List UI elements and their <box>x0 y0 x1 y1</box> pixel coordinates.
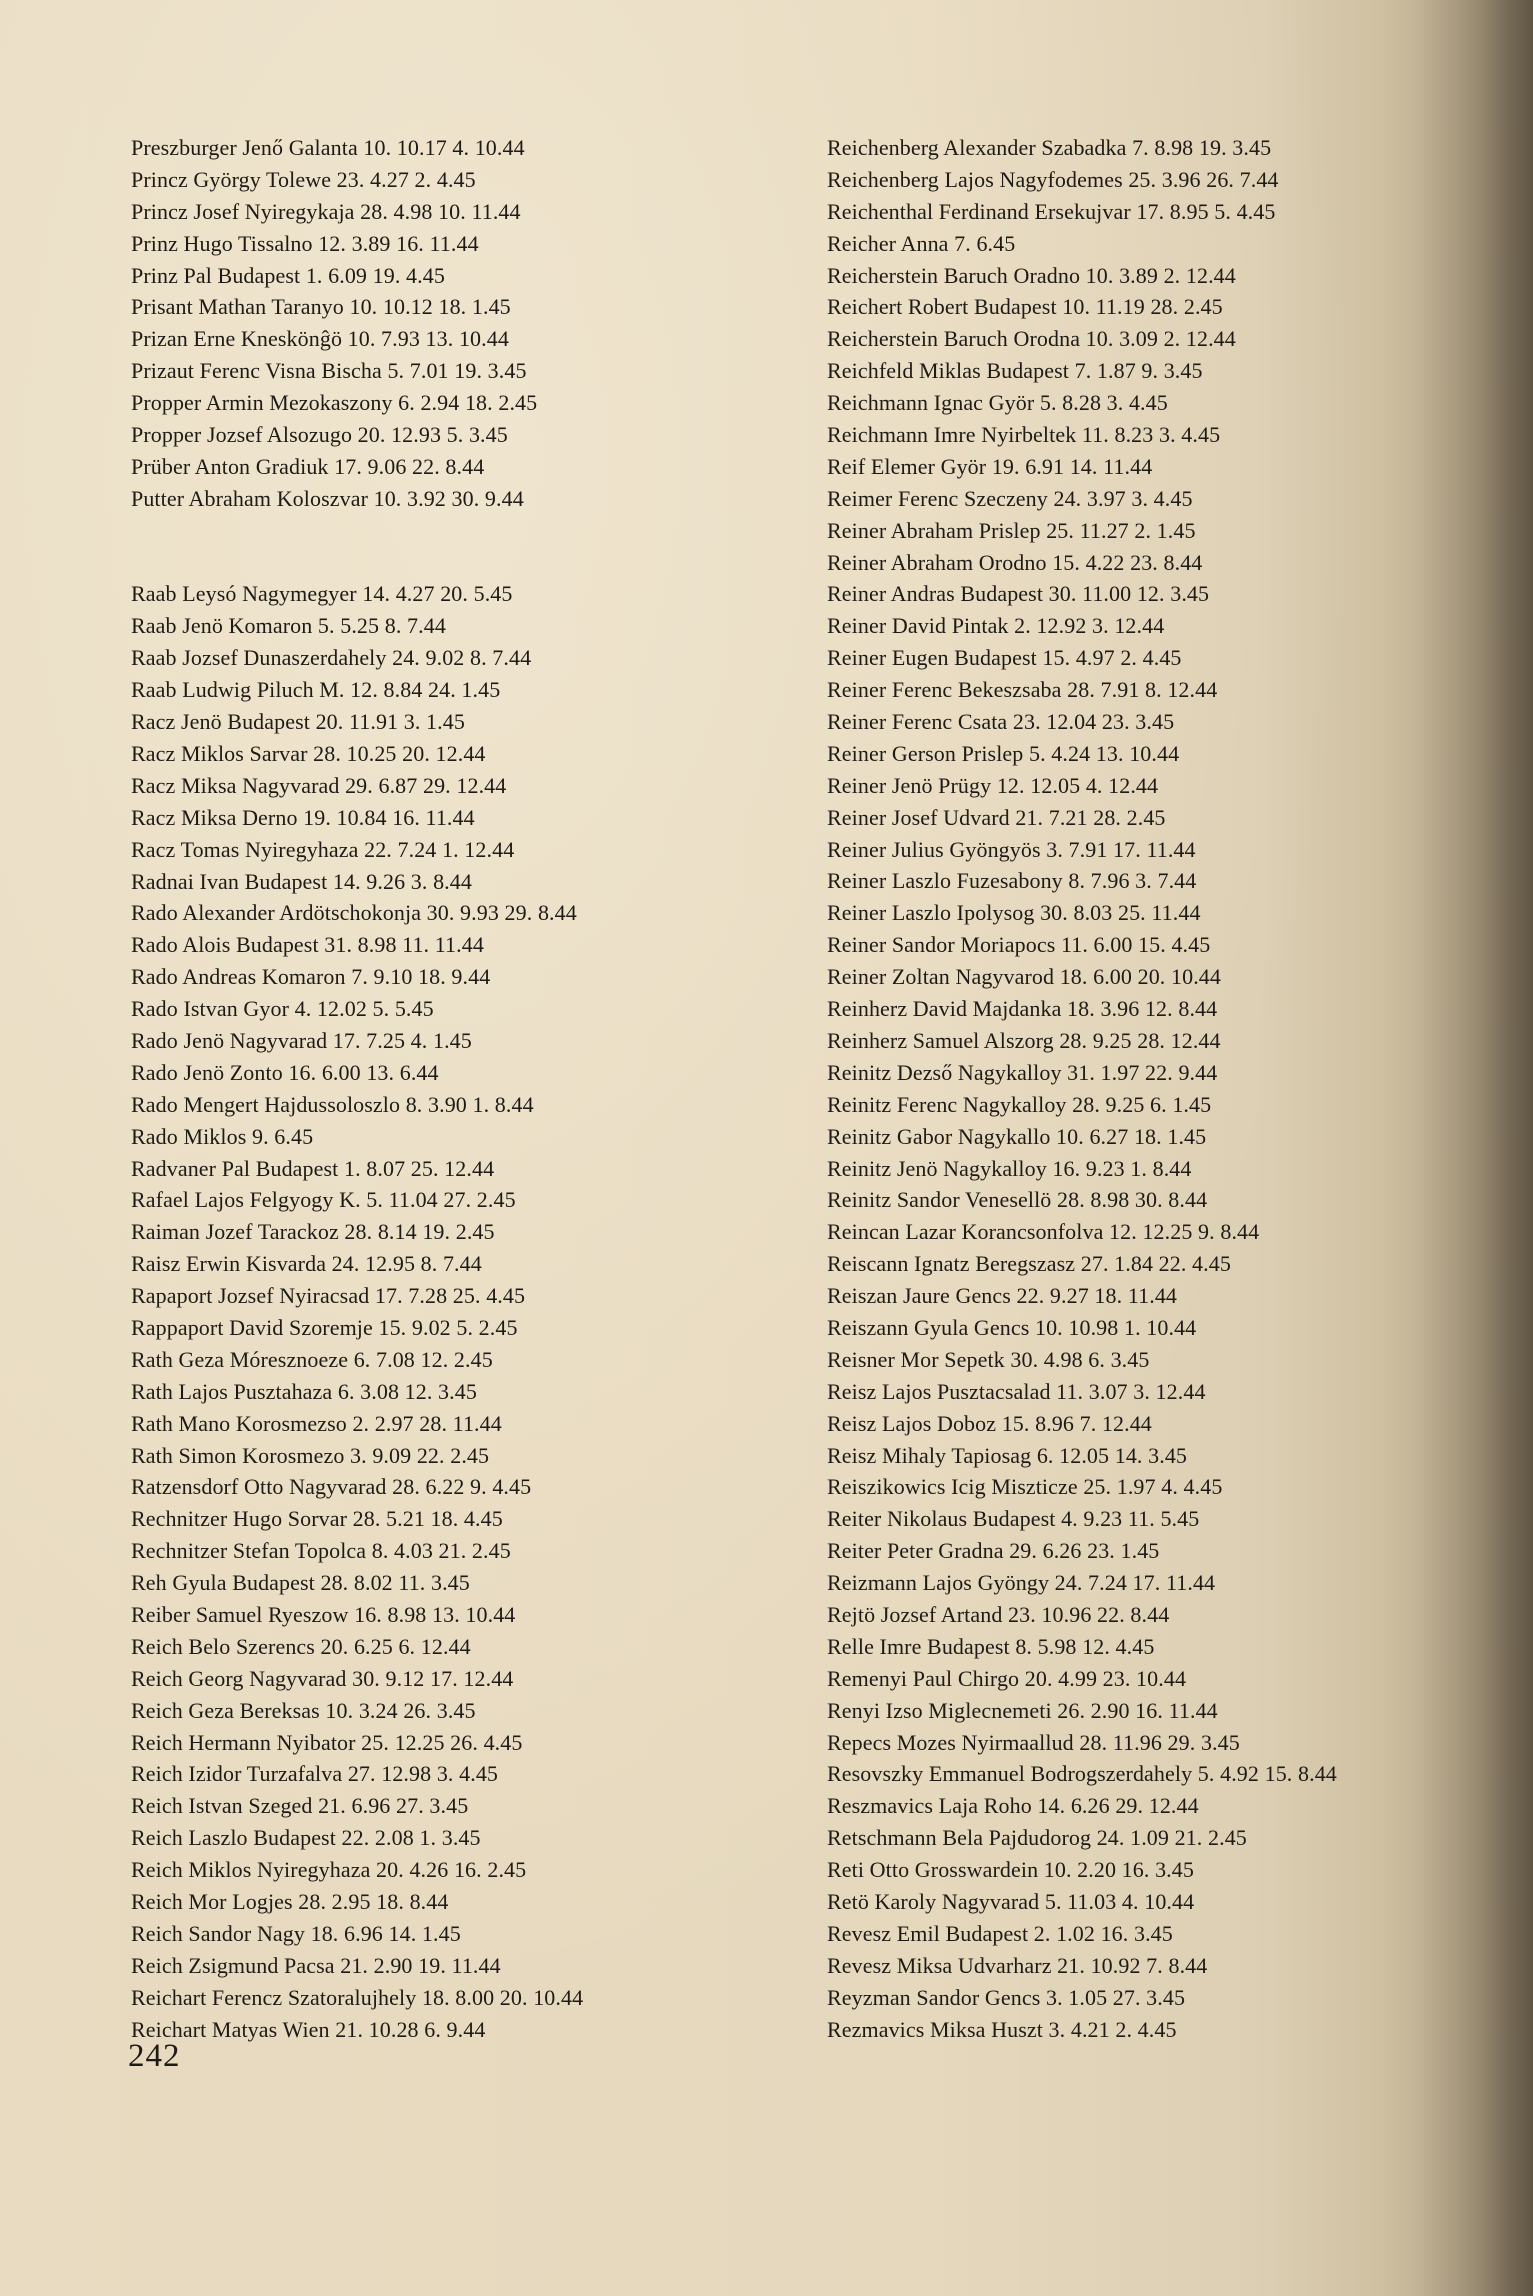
right-column <box>827 132 1527 2045</box>
register-entry: Reinherz David Majdanka 18. 3.96 12. 8.44 <box>827 996 1218 1022</box>
register-entry: Rafael Lajos Felgyogy K. 5. 11.04 27. 2.45 <box>131 1187 516 1213</box>
register-entry: Reichart Matyas Wien 21. 10.28 6. 9.44 <box>131 2016 486 2042</box>
register-entry: Prizan Erne Kneskönĝö 10. 7.93 13. 10.44 <box>131 326 509 352</box>
register-entry: Rado Andreas Komaron 7. 9.10 18. 9.44 <box>131 964 491 990</box>
register-entry: Propper Jozsef Alsozugo 20. 12.93 5. 3.45 <box>131 422 508 448</box>
register-entry: Propper Armin Mezokaszony 6. 2.94 18. 2.45 <box>131 390 538 416</box>
register-entry: Reiner Ferenc Csata 23. 12.04 23. 3.45 <box>827 709 1175 735</box>
register-entry: Reich Istvan Szeged 21. 6.96 27. 3.45 <box>131 1793 469 1819</box>
register-entry: Radnai Ivan Budapest 14. 9.26 3. 8.44 <box>131 868 472 894</box>
register-entry: Reichfeld Miklas Budapest 7. 1.87 9. 3.45 <box>827 358 1203 384</box>
register-entry: Raab Leysó Nagymegyer 14. 4.27 20. 5.45 <box>131 581 513 607</box>
group-separator <box>131 515 831 579</box>
register-entry: Rado Jenö Nagyvarad 17. 7.25 4. 1.45 <box>131 1027 472 1053</box>
register-entry: Reich Geza Bereksas 10. 3.24 26. 3.45 <box>131 1697 476 1723</box>
register-entry: Reiner Laszlo Fuzesabony 8. 7.96 3. 7.44 <box>827 868 1197 894</box>
register-entry: Raisz Erwin Kisvarda 24. 12.95 8. 7.44 <box>131 1251 482 1277</box>
register-entry: Reiner Ferenc Bekeszsaba 28. 7.91 8. 12.44 <box>827 677 1218 703</box>
register-entry: Rado Alexander Ardötschokonja 30. 9.93 29. 8.44 <box>131 900 577 926</box>
register-entry: Rado Miklos 9. 6.45 <box>131 1123 314 1149</box>
register-entry: Reich Miklos Nyiregyhaza 20. 4.26 16. 2.45 <box>131 1857 527 1883</box>
register-entry: Reichmann Imre Nyirbeltek 11. 8.23 3. 4.45 <box>827 422 1221 448</box>
register-entry: Reichenthal Ferdinand Ersekujvar 17. 8.95 5. 4.45 <box>827 198 1276 224</box>
register-entry: Renyi Izso Miglecnemeti 26. 2.90 16. 11.44 <box>827 1697 1218 1723</box>
register-entry: Rechnitzer Hugo Sorvar 28. 5.21 18. 4.45 <box>131 1506 503 1532</box>
register-entry: Reti Otto Grosswardein 10. 2.20 16. 3.45 <box>827 1857 1194 1883</box>
register-entry: Reyzman Sandor Gencs 3. 1.05 27. 3.45 <box>827 1984 1186 2010</box>
register-entry: Reiner Gerson Prislep 5. 4.24 13. 10.44 <box>827 740 1180 766</box>
register-entry: Rado Mengert Hajdussoloszlo 8. 3.90 1. 8.44 <box>131 1091 534 1117</box>
register-entry: Reich Laszlo Budapest 22. 2.08 1. 3.45 <box>131 1825 481 1851</box>
register-entry: Rejtö Jozsef Artand 23. 10.96 22. 8.44 <box>827 1601 1170 1627</box>
register-entry: Reichenberg Alexander Szabadka 7. 8.98 19. 3.45 <box>827 135 1272 160</box>
register-entry: Reh Gyula Budapest 28. 8.02 11. 3.45 <box>131 1570 470 1596</box>
register-entry: Reinitz Sandor Venesellö 28. 8.98 30. 8.44 <box>827 1187 1208 1213</box>
right-column-entries <box>827 132 1527 2045</box>
register-entry: Prisant Mathan Taranyo 10. 10.12 18. 1.45 <box>131 294 511 320</box>
register-entry: Rado Alois Budapest 31. 8.98 11. 11.44 <box>131 932 484 958</box>
register-entry: Racz Miksa Nagyvarad 29. 6.87 29. 12.44 <box>131 772 507 798</box>
register-entry: Reisz Lajos Doboz 15. 8.96 7. 12.44 <box>827 1410 1152 1436</box>
register-entry: Reich Sandor Nagy 18. 6.96 14. 1.45 <box>131 1920 461 1946</box>
register-entry: Prinz Hugo Tissalno 12. 3.89 16. 11.44 <box>131 230 479 256</box>
register-entry: Reizmann Lajos Gyöngy 24. 7.24 17. 11.44 <box>827 1570 1216 1596</box>
register-entry: Racz Tomas Nyiregyhaza 22. 7.24 1. 12.44 <box>131 836 515 862</box>
register-entry: Reichenberg Lajos Nagyfodemes 25. 3.96 26. 7.44 <box>827 166 1279 192</box>
register-entry: Putter Abraham Koloszvar 10. 3.92 30. 9.44 <box>131 485 524 511</box>
left-column-group-p <box>131 132 831 515</box>
register-entry: Reiter Peter Gradna 29. 6.26 23. 1.45 <box>827 1538 1160 1564</box>
register-entry: Reiner Jenö Prügy 12. 12.05 4. 12.44 <box>827 772 1159 798</box>
register-entry: Reiner Zoltan Nagyvarod 18. 6.00 20. 10.44 <box>827 964 1222 990</box>
left-column-group-r <box>131 578 831 2045</box>
register-entry: Reiter Nikolaus Budapest 4. 9.23 11. 5.45 <box>827 1506 1200 1532</box>
register-entry: Reicher Anna 7. 6.45 <box>827 230 1016 256</box>
register-entry: Reisner Mor Sepetk 30. 4.98 6. 3.45 <box>827 1346 1150 1372</box>
page-number: 242 <box>128 2038 181 2074</box>
register-entry: Reinitz Dezső Nagykalloy 31. 1.97 22. 9.44 <box>827 1059 1218 1085</box>
register-entry: Reiner Abraham Prislep 25. 11.27 2. 1.45 <box>827 517 1196 543</box>
register-entry: Rezmavics Miksa Huszt 3. 4.21 2. 4.45 <box>827 2016 1177 2042</box>
register-entry: Reinitz Gabor Nagykallo 10. 6.27 18. 1.45 <box>827 1123 1207 1149</box>
left-column <box>131 132 831 2045</box>
register-entry: Reinherz Samuel Alszorg 28. 9.25 28. 12.44 <box>827 1027 1221 1053</box>
register-entry: Reichart Ferencz Szatoralujhely 18. 8.00 20. 10.44 <box>131 1984 584 2010</box>
register-entry: Reiner Eugen Budapest 15. 4.97 2. 4.45 <box>827 645 1182 671</box>
register-entry: Reichmann Ignac Györ 5. 8.28 3. 4.45 <box>827 390 1168 416</box>
register-entry: Reiner Andras Budapest 30. 11.00 12. 3.45 <box>827 581 1210 607</box>
register-entry: Reinitz Ferenc Nagykalloy 28. 9.25 6. 1.45 <box>827 1091 1212 1117</box>
register-entry: Radvaner Pal Budapest 1. 8.07 25. 12.44 <box>131 1155 495 1181</box>
register-entry: Reiscann Ignatz Beregszasz 27. 1.84 22. 4.45 <box>827 1251 1231 1277</box>
register-entry: Retschmann Bela Pajdudorog 24. 1.09 21. 2.45 <box>827 1825 1247 1851</box>
register-entry: Raab Jenö Komaron 5. 5.25 8. 7.44 <box>131 613 446 639</box>
register-entry: Reiszan Jaure Gencs 22. 9.27 18. 11.44 <box>827 1283 1178 1309</box>
register-entry: Reich Belo Szerencs 20. 6.25 6. 12.44 <box>131 1633 471 1659</box>
register-entry: Rappaport David Szoremje 15. 9.02 5. 2.45 <box>131 1314 518 1340</box>
register-entry: Racz Miksa Derno 19. 10.84 16. 11.44 <box>131 804 475 830</box>
register-entry: Rath Mano Korosmezso 2. 2.97 28. 11.44 <box>131 1410 502 1436</box>
register-entry: Rado Istvan Gyor 4. 12.02 5. 5.45 <box>131 996 434 1022</box>
register-entry: Reisz Lajos Pusztacsalad 11. 3.07 3. 12.44 <box>827 1378 1206 1404</box>
register-entry: Resovszky Emmanuel Bodrogszerdahely 5. 4.92 15. 8.44 <box>827 1761 1337 1787</box>
register-entry: Reiszann Gyula Gencs 10. 10.98 1. 10.44 <box>827 1314 1197 1340</box>
register-entry: Reisz Mihaly Tapiosag 6. 12.05 14. 3.45 <box>827 1442 1188 1468</box>
register-entry: Reicherstein Baruch Oradno 10. 3.89 2. 12.44 <box>827 262 1236 288</box>
register-entry: Rapaport Jozsef Nyiracsad 17. 7.28 25. 4.45 <box>131 1283 526 1309</box>
register-entry: Prinz Pal Budapest 1. 6.09 19. 4.45 <box>131 262 445 288</box>
register-entry: Reich Georg Nagyvarad 30. 9.12 17. 12.44 <box>131 1665 514 1691</box>
register-entry: Reiner Laszlo Ipolysog 30. 8.03 25. 11.44 <box>827 900 1201 926</box>
register-entry: Reinitz Jenö Nagykalloy 16. 9.23 1. 8.44 <box>827 1155 1192 1181</box>
register-entry: Racz Jenö Budapest 20. 11.91 3. 1.45 <box>131 709 465 735</box>
register-entry: Princz György Tolewe 23. 4.27 2. 4.45 <box>131 166 476 192</box>
register-entry: Reimer Ferenc Szeczeny 24. 3.97 3. 4.45 <box>827 485 1193 511</box>
register-entry: Raab Jozsef Dunaszerdahely 24. 9.02 8. 7.44 <box>131 645 532 671</box>
register-entry: Reiner Josef Udvard 21. 7.21 28. 2.45 <box>827 804 1166 830</box>
register-entry: Reincan Lazar Korancsonfolva 12. 12.25 9. 8.44 <box>827 1219 1260 1245</box>
register-entry: Prizaut Ferenc Visna Bischa 5. 7.01 19. 3.45 <box>131 358 527 384</box>
register-entry: Reszmavics Laja Roho 14. 6.26 29. 12.44 <box>827 1793 1199 1819</box>
register-entry: Preszburger Jenő Galanta 10. 10.17 4. 10.44 <box>131 135 525 160</box>
register-entry: Reiner Julius Gyöngyös 3. 7.91 17. 11.44 <box>827 836 1196 862</box>
register-entry: Rath Geza Móresznoeze 6. 7.08 12. 2.45 <box>131 1346 493 1372</box>
register-entry: Racz Miklos Sarvar 28. 10.25 20. 12.44 <box>131 740 486 766</box>
register-entry: Repecs Mozes Nyirmaallud 28. 11.96 29. 3.45 <box>827 1729 1240 1755</box>
register-entry: Princz Josef Nyiregykaja 28. 4.98 10. 11.44 <box>131 198 521 224</box>
register-entry: Rath Simon Korosmezo 3. 9.09 22. 2.45 <box>131 1442 490 1468</box>
register-entry: Reiszikowics Icig Miszticze 25. 1.97 4. 4.45 <box>827 1474 1223 1500</box>
register-entry: Reicherstein Baruch Orodna 10. 3.09 2. 12.44 <box>827 326 1236 352</box>
register-entry: Reich Zsigmund Pacsa 21. 2.90 19. 11.44 <box>131 1952 501 1978</box>
register-entry: Prüber Anton Gradiuk 17. 9.06 22. 8.44 <box>131 453 485 479</box>
register-entry: Reif Elemer Györ 19. 6.91 14. 11.44 <box>827 453 1153 479</box>
register-entry: Rechnitzer Stefan Topolca 8. 4.03 21. 2.45 <box>131 1538 511 1564</box>
register-entry: Reich Mor Logjes 28. 2.95 18. 8.44 <box>131 1889 449 1914</box>
register-entry: Revesz Miksa Udvarharz 21. 10.92 7. 8.44 <box>827 1952 1208 1978</box>
register-entry: Rath Lajos Pusztahaza 6. 3.08 12. 3.45 <box>131 1378 477 1404</box>
register-entry: Ratzensdorf Otto Nagyvarad 28. 6.22 9. 4.45 <box>131 1474 532 1500</box>
register-entry: Raiman Jozef Tarackoz 28. 8.14 19. 2.45 <box>131 1219 495 1245</box>
register-entry: Rado Jenö Zonto 16. 6.00 13. 6.44 <box>131 1059 439 1085</box>
register-entry: Reiner Sandor Moriapocs 11. 6.00 15. 4.45 <box>827 932 1211 958</box>
register-entry: Reich Izidor Turzafalva 27. 12.98 3. 4.45 <box>131 1761 499 1787</box>
register-entry: Reiber Samuel Ryeszow 16. 8.98 13. 10.44 <box>131 1601 516 1627</box>
register-entry: Relle Imre Budapest 8. 5.98 12. 4.45 <box>827 1633 1155 1659</box>
register-entry: Raab Ludwig Piluch M. 12. 8.84 24. 1.45 <box>131 677 501 703</box>
register-entry: Reichert Robert Budapest 10. 11.19 28. 2.45 <box>827 294 1223 320</box>
register-entry: Reiner David Pintak 2. 12.92 3. 12.44 <box>827 613 1165 639</box>
register-entry: Reiner Abraham Orodno 15. 4.22 23. 8.44 <box>827 549 1203 575</box>
register-entry: Revesz Emil Budapest 2. 1.02 16. 3.45 <box>827 1920 1173 1946</box>
register-entry: Reich Hermann Nyibator 25. 12.25 26. 4.45 <box>131 1729 523 1755</box>
register-entry: Retö Karoly Nagyvarad 5. 11.03 4. 10.44 <box>827 1888 1195 1914</box>
register-entry: Remenyi Paul Chirgo 20. 4.99 23. 10.44 <box>827 1665 1187 1691</box>
